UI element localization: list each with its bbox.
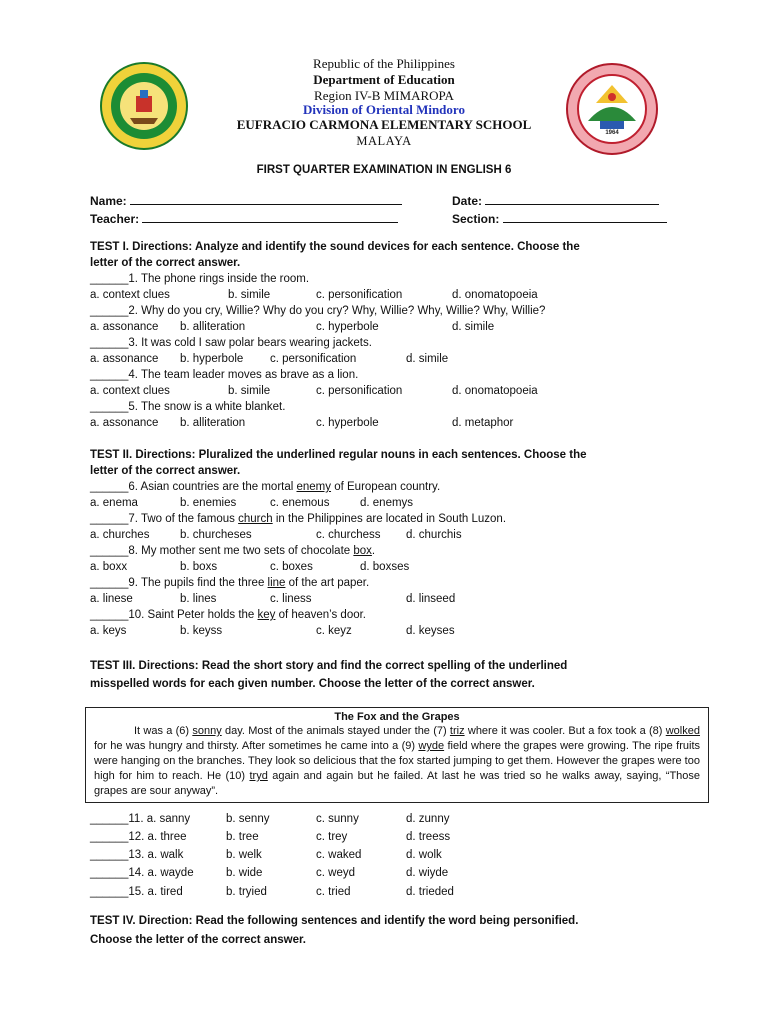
test3-directions-2: misspelled words for each given number. Choose the letter of the correct answer. — [90, 678, 535, 690]
q10-text-end: of heaven’s door. — [275, 609, 367, 621]
choice-11d: d. zunny — [406, 813, 450, 825]
choice-15b: b. tryied — [226, 886, 267, 898]
q8-text-end: . — [371, 545, 376, 557]
choice-12b: b. tree — [226, 831, 259, 843]
choice-1d: d. onomatopoeia — [452, 289, 538, 301]
choice-4d: d. onomatopoeia — [452, 385, 538, 397]
question-15: ______15. a. tired — [90, 886, 183, 898]
test1-directions-1: TEST I. Directions: Analyze and identify the sound devices for each sentence. Choose the — [90, 241, 580, 253]
choice-7b: b. churcheses — [180, 529, 252, 541]
story-word-7: triz — [449, 725, 465, 737]
choice-10d: d. keyses — [406, 625, 455, 637]
test2-directions-1: TEST II. Directions: Pluralized the underlined regular nouns in each sentences. Choose the — [90, 449, 587, 461]
choice-9a: a. linese — [90, 593, 133, 605]
choice-2d: d. simile — [452, 321, 495, 333]
choice-4c: c. personification — [316, 385, 403, 397]
choice-8b: b. boxs — [180, 561, 218, 573]
choice-14b: b. wide — [226, 867, 263, 879]
choice-12d: d. treess — [406, 831, 451, 843]
q9-text: ______9. The pupils find the three — [90, 577, 268, 589]
question-13: ______13. a. walk — [90, 849, 184, 861]
question-11: ______11. a. sanny — [90, 813, 191, 825]
choice-14c: c. weyd — [316, 867, 355, 879]
choice-14d: d. wiyde — [406, 867, 449, 879]
story-seg: again and — [267, 770, 322, 782]
choice-15d: d. trieded — [406, 886, 454, 898]
choice-3a: a. assonance — [90, 353, 159, 365]
choice-6d: d. enemys — [360, 497, 414, 509]
choice-4b: b. simile — [228, 385, 271, 397]
story-word-9: wyde — [418, 740, 445, 752]
date-label: Date: — [452, 194, 483, 208]
q8-underlined: box — [353, 545, 372, 557]
story-seg: field where the — [444, 740, 520, 752]
q6-underlined: enemy — [296, 481, 332, 493]
seal-right-year: 1964 — [605, 130, 619, 136]
choice-3c: c. personification — [270, 353, 357, 365]
choice-5a: a. assonance — [90, 417, 159, 429]
choice-6b: b. enemies — [180, 497, 237, 509]
choice-11c: c. sunny — [316, 813, 359, 825]
choice-1b: b. simile — [228, 289, 271, 301]
q10-text: ______10. Saint Peter holds the — [90, 609, 258, 621]
question-4: ______4. The team leader moves as brave as a lion. — [90, 369, 359, 381]
choice-10c: c. keyz — [316, 625, 352, 637]
section-label: Section: — [452, 212, 500, 226]
test2-directions-2: letter of the correct answer. — [90, 465, 241, 477]
q6-text: ______6. Asian countries are the mortal — [90, 481, 297, 493]
choice-5b: b. alliteration — [180, 417, 246, 429]
choice-1c: c. personification — [316, 289, 403, 301]
choice-7c: c. churchess — [316, 529, 381, 541]
choice-2b: b. alliteration — [180, 321, 246, 333]
question-12: ______12. a. three — [90, 831, 187, 843]
question-14: ______14. a. wayde — [90, 867, 194, 879]
choice-7a: a. churches — [90, 529, 150, 541]
choice-15c: c. tried — [316, 886, 351, 898]
question-1: ______1. The phone rings inside the room. — [90, 273, 310, 285]
story-text — [94, 724, 700, 799]
story-word-8: wolked — [665, 725, 700, 737]
choice-6a: a. enema — [90, 497, 138, 509]
choice-10a: a. keys — [90, 625, 127, 637]
story-word-10: tryd — [249, 770, 268, 782]
test4-directions-1: TEST IV. Direction: Read the following sentences and identify the word being personified. — [90, 915, 579, 927]
teacher-label: Teacher: — [90, 212, 140, 226]
question-7 — [90, 513, 506, 525]
choice-5c: c. hyperbole — [316, 417, 379, 429]
story-seg: grapes were growing. The ripe fruits were hanging on the branches. They look so delicious that the fox — [94, 740, 700, 767]
story-box — [85, 707, 709, 803]
q7-text-end: in the Philippines are located in South Luzon. — [272, 513, 507, 525]
choice-9c: c. liness — [270, 593, 312, 605]
choice-8a: a. boxx — [90, 561, 128, 573]
q9-underlined: line — [267, 577, 286, 589]
story-title: The Fox and the Grapes — [334, 711, 460, 723]
choice-8d: d. boxses — [360, 561, 410, 573]
story-seg: for he was hungry and thirsty. After sometimes he came into a (9) — [94, 740, 419, 752]
q9-text-end: of the art paper. — [285, 577, 370, 589]
question-9 — [90, 577, 369, 589]
header-town: MALAYA — [356, 134, 412, 148]
question-3: ______3. It was cold I saw polar bears wearing jackets. — [90, 337, 372, 349]
question-10 — [90, 609, 366, 621]
story-seg: started jumping to get them. However the grapes were too high for him to reach. He (10) — [94, 755, 700, 782]
test4-directions-2: Choose the letter of the correct answer. — [90, 934, 307, 946]
test3-directions-1: TEST III. Directions: Read the short story and find the correct spelling of the underlined — [90, 660, 568, 672]
q8-text: ______8. My mother sent me two sets of chocolate — [90, 545, 354, 557]
q10-underlined: key — [257, 609, 276, 621]
header-division: Division of Oriental Mindoro — [303, 102, 465, 117]
header-republic: Republic of the Philippines — [313, 56, 455, 71]
teacher-field[interactable] — [90, 212, 398, 226]
q6-text-end: of European country. — [331, 481, 441, 493]
header-school: EUFRACIO CARMONA ELEMENTARY SCHOOL — [236, 117, 532, 132]
choice-2c: c. hyperbole — [316, 321, 379, 333]
choice-3b: b. hyperbole — [180, 353, 244, 365]
story-seg: It was a (6) — [134, 725, 193, 737]
choice-12c: c. trey — [316, 831, 348, 843]
exam-title: FIRST QUARTER EXAMINATION IN ENGLISH 6 — [256, 164, 512, 176]
story-seg: day. Most of the animals stayed under the (7) — [221, 725, 450, 737]
section-field[interactable] — [452, 212, 667, 226]
date-field[interactable] — [452, 194, 659, 208]
choice-13b: b. welk — [226, 849, 262, 861]
header-department: Department of Education — [313, 72, 455, 87]
choice-10b: b. keyss — [180, 625, 223, 637]
choice-7d: d. churchis — [406, 529, 462, 541]
choice-4a: a. context clues — [90, 385, 170, 397]
name-label: Name: — [90, 194, 127, 208]
choice-13d: d. wolk — [406, 849, 442, 861]
story-seg: took a (8) — [615, 725, 666, 737]
question-2: ______2. Why do you cry, Willie? Why do you cry? Why, Willie? Why, Willie? Why, Willie? — [90, 305, 546, 317]
choice-13c: c. waked — [316, 849, 362, 861]
choice-2a: a. assonance — [90, 321, 159, 333]
choice-8c: c. boxes — [270, 561, 313, 573]
name-field[interactable] — [90, 194, 402, 208]
choice-9b: b. lines — [180, 593, 217, 605]
choice-3d: d. simile — [406, 353, 449, 365]
story-word-6: sonny — [192, 725, 222, 737]
choice-6c: c. enemous — [270, 497, 330, 509]
q7-underlined: church — [238, 513, 273, 525]
choice-9d: d. linseed — [406, 593, 456, 605]
story-seg: again but he failed. At last he was tried so he walks away, saying, “Those grapes are sour anyway”. — [94, 770, 701, 797]
choice-1a: a. context clues — [90, 289, 170, 301]
q7-text: ______7. Two of the famous — [90, 513, 239, 525]
choice-5d: d. metaphor — [452, 417, 514, 429]
header-region: Region IV-B MIMAROPA — [314, 88, 454, 103]
question-5: ______5. The snow is a white blanket. — [90, 401, 286, 413]
question-8 — [90, 545, 375, 557]
test1-directions-2: letter of the correct answer. — [90, 257, 241, 269]
choice-11b: b. senny — [226, 813, 270, 825]
story-seg: where it was cooler. But a fox — [464, 725, 613, 737]
question-6 — [90, 481, 440, 493]
